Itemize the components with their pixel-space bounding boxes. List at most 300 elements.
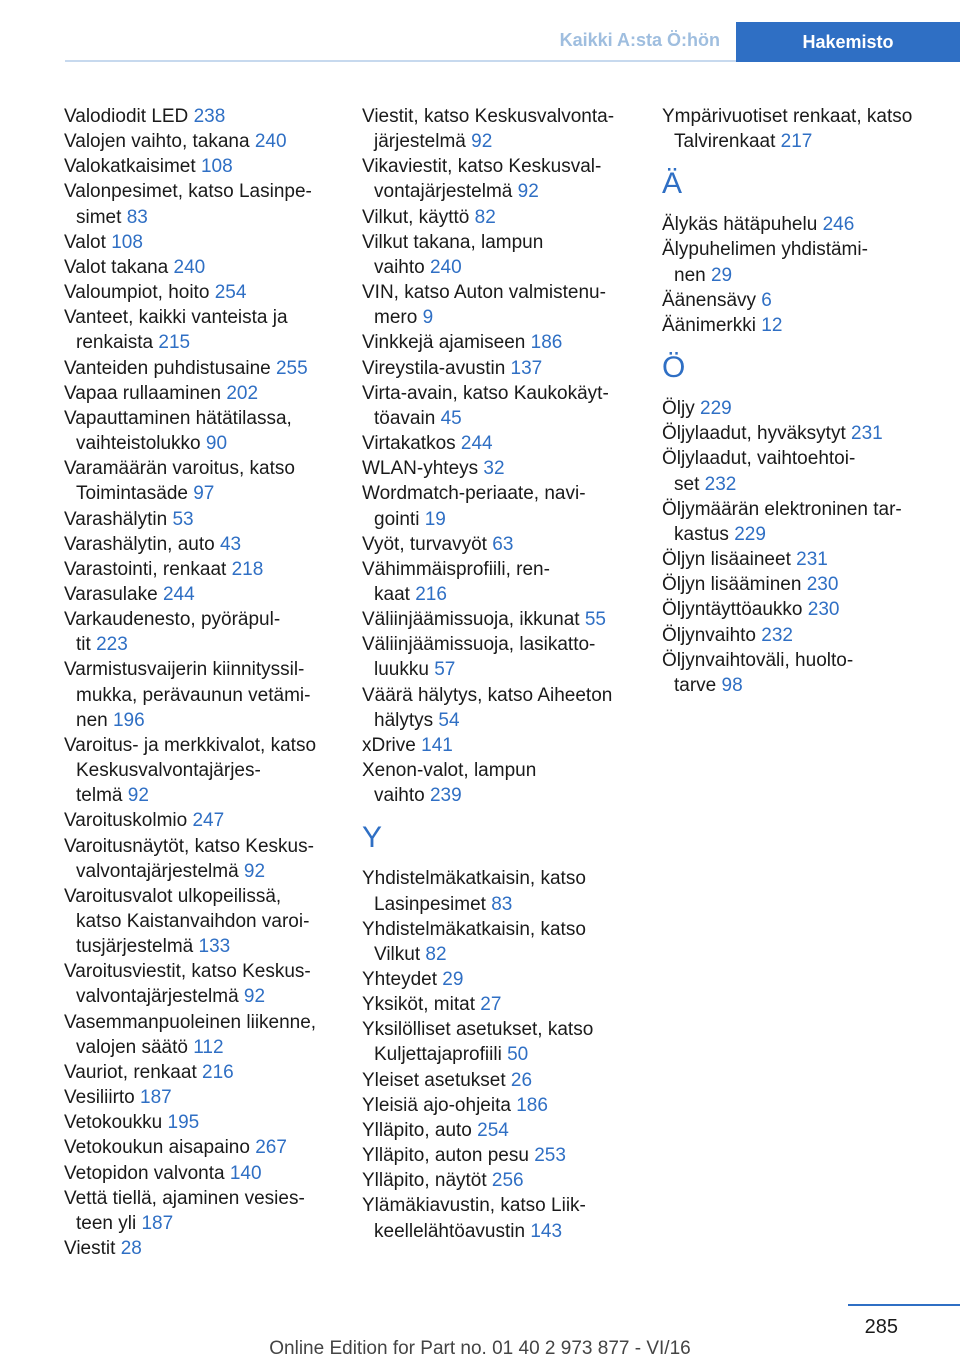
- page-reference-link[interactable]: 218: [231, 558, 264, 580]
- entry-text: Väliinjäämissuoja, lasikatto-: [362, 634, 596, 656]
- index-entry: [64, 406, 340, 456]
- entry-text: Valot: [64, 231, 106, 253]
- index-entry: [64, 582, 340, 607]
- page-reference-link[interactable]: 217: [780, 131, 813, 153]
- entry-text: Vauriot, renkaat: [64, 1061, 197, 1083]
- index-entry: [64, 129, 340, 154]
- page-reference-link[interactable]: 19: [424, 508, 446, 530]
- index-entry: [64, 507, 340, 532]
- index-entry: [362, 866, 638, 916]
- index-entry: [362, 992, 638, 1017]
- index-entry: [362, 967, 638, 992]
- index-entry: [64, 959, 340, 1009]
- entry-text: Öljyn lisääminen: [662, 574, 802, 596]
- index-column-3: [662, 104, 938, 698]
- index-entry: [362, 557, 638, 607]
- entry-text: Wordmatch-periaate, navi-: [362, 483, 586, 505]
- entry-text: valojen säätö: [76, 1036, 188, 1058]
- entry-line: [64, 984, 340, 1009]
- entry-line: [64, 632, 340, 657]
- entry-line: [64, 758, 340, 783]
- entry-text: Äänensävy: [662, 289, 757, 311]
- tab-hakemisto[interactable]: Hakemisto: [736, 22, 960, 62]
- page-reference-link[interactable]: 239: [429, 785, 462, 807]
- entry-line: [362, 406, 638, 431]
- page-reference-link[interactable]: 92: [243, 986, 266, 1008]
- entry-line: [662, 597, 938, 622]
- entry-text: Öljy: [662, 398, 695, 420]
- entry-line: [362, 1068, 638, 1093]
- entry-text: kaat: [374, 583, 410, 605]
- entry-text: mukka, perävaunun vetämi-: [76, 684, 311, 706]
- entry-line: [362, 683, 638, 708]
- entry-text: Öljylaadut, hyväksytyt: [662, 423, 846, 445]
- entry-line: [362, 557, 638, 582]
- page-number: 285: [864, 1316, 898, 1338]
- entry-line: [362, 632, 638, 657]
- page-header: [0, 22, 960, 62]
- entry-text: Öljyn lisäaineet: [662, 549, 791, 571]
- page-reference-link[interactable]: 187: [141, 1212, 174, 1234]
- page-reference-link[interactable]: 267: [255, 1137, 287, 1159]
- entry-text: Varoitusnäytöt, katso Keskus-: [64, 835, 314, 857]
- page-reference-link[interactable]: 141: [421, 734, 453, 756]
- index-entry: [662, 597, 938, 622]
- entry-text: Virtakatkos: [362, 433, 456, 455]
- entry-text: nen: [76, 709, 108, 731]
- entry-text: Yhteydet: [362, 969, 437, 990]
- entry-text: luukku: [374, 659, 429, 681]
- index-entry: [362, 154, 638, 204]
- entry-text: Keskusvalvontajärjes-: [76, 760, 261, 782]
- page-reference-link[interactable]: 28: [120, 1238, 142, 1260]
- index-entry: [64, 733, 340, 808]
- entry-text: Varoituskolmio: [64, 810, 188, 832]
- entry-line: [64, 859, 340, 884]
- page-reference-link[interactable]: 82: [425, 943, 447, 965]
- page-reference-link[interactable]: 216: [415, 583, 447, 605]
- entry-line: [64, 1161, 340, 1186]
- page-reference-link[interactable]: 215: [158, 332, 191, 354]
- index-entry: [362, 381, 638, 431]
- index-entry: [362, 431, 638, 456]
- index-entry: [362, 1193, 638, 1243]
- page-reference-link[interactable]: 90: [205, 433, 228, 455]
- index-entry: [64, 557, 340, 582]
- index-entry: [662, 104, 938, 154]
- entry-line: [362, 431, 638, 456]
- entry-line: [64, 708, 340, 733]
- page-reference-link[interactable]: 202: [226, 382, 259, 404]
- page-reference-link[interactable]: 137: [510, 357, 543, 379]
- entry-line: [64, 1035, 340, 1060]
- index-entry: [64, 834, 340, 884]
- index-column-2: [362, 104, 638, 1244]
- page-reference-link[interactable]: 231: [851, 423, 883, 445]
- index-entry: [64, 808, 340, 833]
- page-reference-link[interactable]: 83: [491, 893, 513, 915]
- index-entry: [64, 1186, 340, 1236]
- entry-line: [662, 623, 938, 648]
- index-entry: [362, 1093, 638, 1118]
- entry-text: Varoitusvalot ulkopeilissä,: [64, 885, 282, 907]
- entry-line: [64, 1236, 340, 1261]
- index-entry: [64, 255, 340, 280]
- entry-line: [64, 205, 340, 230]
- entry-text: Yhdistelmäkatkaisin, katso: [362, 868, 586, 890]
- entry-text: Varmistusvaijerin kiinnityssil-: [64, 659, 305, 681]
- entry-line: [64, 607, 340, 632]
- entry-text: Öljylaadut, vaihtoehtoi-: [662, 448, 856, 470]
- entry-line: [64, 657, 340, 682]
- page-reference-link[interactable]: 112: [193, 1036, 224, 1058]
- entry-text: VIN, katso Auton valmistenu-: [362, 282, 606, 304]
- entry-text: Vanteiden puhdistusaine: [64, 357, 271, 379]
- page-reference-link[interactable]: 223: [96, 634, 128, 656]
- page-reference-link[interactable]: 26: [510, 1069, 533, 1091]
- page-reference-link[interactable]: 29: [442, 969, 464, 990]
- page-reference-link[interactable]: 232: [704, 473, 737, 495]
- entry-line: [662, 212, 938, 237]
- entry-text: Yleiset asetukset: [362, 1069, 506, 1091]
- entry-text: Öljymäärän elektroninen tar-: [662, 498, 902, 520]
- entry-line: [64, 532, 340, 557]
- page-reference-link[interactable]: 230: [806, 574, 839, 596]
- index-entry: [662, 313, 938, 338]
- page-reference-link[interactable]: 231: [796, 549, 828, 571]
- page-reference-link[interactable]: 143: [530, 1220, 563, 1242]
- page-reference-link[interactable]: 92: [517, 181, 539, 203]
- entry-text: telmä: [76, 785, 123, 807]
- index-entry: [362, 1068, 638, 1093]
- entry-text: Vetokoukun aisapaino: [64, 1137, 250, 1159]
- entry-line: [64, 154, 340, 179]
- index-entry: [362, 532, 638, 557]
- index-entry: [662, 623, 938, 648]
- entry-line: [64, 230, 340, 255]
- index-entry: [362, 1143, 638, 1168]
- index-entry: [64, 154, 340, 179]
- page-reference-link[interactable]: 54: [438, 709, 460, 731]
- page-reference-link[interactable]: 195: [167, 1112, 200, 1134]
- page-reference-link[interactable]: 238: [193, 106, 226, 127]
- index-entry: [64, 1085, 340, 1110]
- page-reference-link[interactable]: 196: [112, 709, 145, 731]
- index-entry: [662, 446, 938, 496]
- index-entry: [362, 733, 638, 758]
- entry-line: [662, 421, 938, 446]
- letter-heading: Ä: [662, 167, 683, 201]
- entry-line: [64, 582, 340, 607]
- entry-text: Vilkut takana, lampun: [362, 231, 544, 253]
- entry-line: [662, 446, 938, 471]
- entry-line: [362, 532, 638, 557]
- entry-line: [362, 381, 638, 406]
- entry-text: Valoumpiot, hoito: [64, 282, 210, 304]
- entry-line: [662, 522, 938, 547]
- page-reference-link[interactable]: 133: [198, 936, 231, 958]
- page-reference-link[interactable]: 230: [807, 599, 840, 621]
- index-entry: [662, 497, 938, 547]
- entry-line: [64, 959, 340, 984]
- index-entry: [662, 212, 938, 237]
- index-entry: [64, 1236, 340, 1261]
- entry-line: [362, 481, 638, 506]
- entry-text: vontajärjestelmä: [374, 181, 513, 203]
- entry-line: [362, 356, 638, 381]
- page-reference-link[interactable]: 246: [822, 214, 855, 236]
- page-reference-link[interactable]: 57: [434, 659, 456, 681]
- page-reference-link[interactable]: 32: [483, 458, 505, 480]
- page-reference-link[interactable]: 12: [761, 314, 783, 336]
- index-entry: [362, 230, 638, 280]
- page-reference-link[interactable]: 240: [429, 256, 462, 278]
- entry-line: [64, 1110, 340, 1135]
- page-reference-link[interactable]: 186: [530, 332, 563, 354]
- page-reference-link[interactable]: 240: [254, 131, 287, 153]
- entry-text: vaihteistolukko: [76, 433, 201, 455]
- entry-line: [362, 733, 638, 758]
- entry-line: [362, 1193, 638, 1218]
- page-reference-link[interactable]: 97: [193, 483, 215, 505]
- entry-line: [64, 1135, 340, 1160]
- page-reference-link[interactable]: 216: [202, 1061, 234, 1083]
- index-entry: [64, 1161, 340, 1186]
- page-number-rule: [848, 1304, 960, 1306]
- page-reference-link[interactable]: 232: [761, 624, 793, 646]
- entry-text: Vesiliirto: [64, 1087, 135, 1109]
- entry-line: [64, 909, 340, 934]
- entry-line: [64, 783, 340, 808]
- entry-text: Vanteet, kaikki vanteista ja: [64, 307, 288, 329]
- entry-text: Vireystila-avustin: [362, 357, 506, 379]
- section-label: Kaikki A:sta Ö:hön: [559, 30, 720, 50]
- page-reference-link[interactable]: 92: [243, 860, 266, 882]
- index-entry: [64, 456, 340, 506]
- entry-line: [64, 330, 340, 355]
- entry-line: [362, 992, 638, 1017]
- entry-text: Yleisiä ajo-ohjeita: [362, 1094, 511, 1116]
- index-entry: [362, 280, 638, 330]
- index-entry: [64, 657, 340, 732]
- entry-line: [662, 497, 938, 522]
- index-entry: [64, 1060, 340, 1085]
- index-entry: [362, 1168, 638, 1193]
- entry-line: [64, 934, 340, 959]
- entry-text: Vinkkejä ajamiseen: [362, 332, 526, 354]
- entry-text: tit: [76, 634, 91, 656]
- entry-line: [362, 205, 638, 230]
- page-reference-link[interactable]: 229: [734, 523, 766, 545]
- entry-line: [64, 356, 340, 381]
- page-reference-link[interactable]: 256: [491, 1170, 524, 1192]
- entry-line: [362, 456, 638, 481]
- index-entry: [362, 607, 638, 632]
- entry-line: [662, 263, 938, 288]
- page-reference-link[interactable]: 29: [710, 264, 733, 286]
- entry-line: [64, 1060, 340, 1085]
- index-entry: [362, 481, 638, 531]
- entry-text: Valot takana: [64, 256, 169, 278]
- entry-line: [662, 472, 938, 497]
- index-entry: [362, 683, 638, 733]
- index-entry: [64, 381, 340, 406]
- page-reference-link[interactable]: 244: [460, 433, 493, 455]
- index-entry: [64, 884, 340, 959]
- entry-text: Varamäärän varoitus, katso: [64, 458, 295, 480]
- entry-text: järjestelmä: [374, 131, 466, 153]
- page-reference-link[interactable]: 187: [140, 1087, 172, 1109]
- entry-line: [362, 1093, 638, 1118]
- entry-line: [362, 1118, 638, 1143]
- entry-text: Ympärivuotiset renkaat, katso: [662, 106, 913, 127]
- index-entry: [362, 456, 638, 481]
- page-reference-link[interactable]: 244: [162, 583, 195, 605]
- page-reference-link[interactable]: 92: [127, 785, 149, 807]
- entry-line: [64, 683, 340, 708]
- letter-heading: Y: [362, 821, 383, 855]
- entry-text: Virta-avain, katso Kaukokäyt-: [362, 382, 609, 404]
- entry-text: Älykäs hätäpuhelu: [662, 214, 818, 236]
- entry-text: Väärä hälytys, katso Aiheeton: [362, 684, 613, 706]
- entry-text: valvontajärjestelmä: [76, 860, 239, 882]
- entry-text: Vyöt, turvavyöt: [362, 533, 487, 555]
- entry-line: [64, 808, 340, 833]
- page-reference-link[interactable]: 53: [172, 508, 194, 530]
- page-reference-link[interactable]: 254: [214, 282, 247, 304]
- index-entry: [662, 288, 938, 313]
- entry-line: [64, 733, 340, 758]
- entry-line: [662, 237, 938, 262]
- page-reference-link[interactable]: 253: [534, 1145, 566, 1167]
- entry-text: Varashälytin: [64, 508, 168, 530]
- entry-line: [362, 1143, 638, 1168]
- entry-line: [64, 557, 340, 582]
- entry-line: [362, 758, 638, 783]
- page-reference-link[interactable]: 45: [440, 407, 462, 429]
- entry-line: [362, 179, 638, 204]
- entry-text: Ylläpito, auto: [362, 1119, 472, 1141]
- entry-line: [64, 305, 340, 330]
- entry-line: [362, 255, 638, 280]
- index-entry: [662, 547, 938, 572]
- entry-line: [362, 917, 638, 942]
- index-entry: [64, 230, 340, 255]
- entry-text: Äänimerkki: [662, 314, 756, 336]
- entry-line: [64, 481, 340, 506]
- index-entry: [64, 104, 340, 129]
- entry-line: [64, 381, 340, 406]
- page-reference-link[interactable]: 247: [192, 810, 225, 832]
- page-reference-link[interactable]: 108: [200, 156, 233, 178]
- entry-line: [362, 1219, 638, 1244]
- page-reference-link[interactable]: 92: [471, 131, 493, 153]
- index-entry: [362, 632, 638, 682]
- page-reference-link[interactable]: 63: [492, 533, 514, 555]
- page-reference-link[interactable]: 240: [173, 256, 206, 278]
- entry-line: [362, 1168, 638, 1193]
- page-reference-link[interactable]: 6: [761, 289, 772, 311]
- entry-line: [662, 673, 938, 698]
- page-reference-link[interactable]: 140: [229, 1162, 262, 1184]
- entry-text: Xenon-valot, lampun: [362, 760, 537, 782]
- entry-text: Viestit, katso Keskusvalvonta-: [362, 106, 615, 127]
- page-reference-link[interactable]: 255: [275, 357, 308, 379]
- page-reference-link[interactable]: 229: [700, 398, 732, 420]
- entry-line: [362, 507, 638, 532]
- entry-line: [64, 507, 340, 532]
- index-entry: [362, 356, 638, 381]
- entry-text: mero: [374, 307, 418, 329]
- index-entry: [362, 758, 638, 808]
- entry-text: Vähimmäisprofiili, ren-: [362, 558, 550, 580]
- index-entry: [662, 237, 938, 287]
- page-reference-link[interactable]: 55: [584, 609, 606, 631]
- entry-text: Varashälytin, auto: [64, 533, 215, 555]
- entry-line: [662, 396, 938, 421]
- entry-line: [362, 967, 638, 992]
- page-reference-link[interactable]: 83: [126, 206, 148, 228]
- entry-line: [362, 129, 638, 154]
- entry-text: vaihto: [374, 256, 425, 278]
- entry-text: töavain: [374, 407, 436, 429]
- entry-text: hälytys: [374, 709, 434, 731]
- entry-text: Vasemmanpuoleinen liikenne,: [64, 1011, 317, 1033]
- index-entry: [64, 1110, 340, 1135]
- page-reference-link[interactable]: 43: [219, 533, 242, 555]
- entry-text: tarve: [674, 674, 717, 696]
- entry-text: set: [674, 473, 700, 495]
- page-reference-link[interactable]: 254: [477, 1119, 509, 1141]
- page-reference-link[interactable]: 108: [111, 231, 143, 253]
- entry-text: Talvirenkaat: [674, 131, 776, 153]
- entry-text: Yhdistelmäkatkaisin, katso: [362, 918, 586, 940]
- entry-text: Vilkut, käyttö: [362, 206, 470, 228]
- index-entry: [64, 1135, 340, 1160]
- page-reference-link[interactable]: 82: [474, 206, 496, 228]
- index-entry: [64, 179, 340, 229]
- entry-line: [64, 834, 340, 859]
- entry-line: [64, 456, 340, 481]
- page-reference-link[interactable]: 98: [721, 674, 743, 696]
- entry-line: [362, 783, 638, 808]
- entry-text: Yksiköt, mitat: [362, 994, 475, 1016]
- index-entry: [64, 532, 340, 557]
- entry-text: kastus: [674, 523, 729, 545]
- entry-text: Varasulake: [64, 583, 158, 605]
- page-reference-link[interactable]: 50: [507, 1044, 529, 1066]
- letter-heading: Ö: [662, 351, 686, 385]
- page-reference-link[interactable]: 9: [422, 307, 434, 329]
- entry-text: xDrive: [362, 734, 416, 756]
- entry-text: Valodiodit LED: [64, 106, 189, 127]
- entry-text: Valokatkaisimet: [64, 156, 196, 178]
- entry-text: katso Kaistanvaihdon varoi-: [76, 911, 310, 932]
- entry-text: Öljynvaihto: [662, 624, 756, 646]
- entry-text: Varastointi, renkaat: [64, 558, 227, 580]
- entry-text: nen: [674, 264, 706, 286]
- entry-text: Ylläpito, auton pesu: [362, 1145, 529, 1167]
- entry-line: [362, 942, 638, 967]
- page-reference-link[interactable]: 186: [516, 1094, 548, 1116]
- entry-line: [64, 431, 340, 456]
- index-entry: [362, 330, 638, 355]
- index-entry: [362, 205, 638, 230]
- entry-text: WLAN-yhteys: [362, 458, 479, 480]
- entry-text: Valonpesimet, katso Lasinpe-: [64, 181, 312, 203]
- entry-line: [662, 104, 938, 129]
- page-reference-link[interactable]: 27: [480, 994, 502, 1016]
